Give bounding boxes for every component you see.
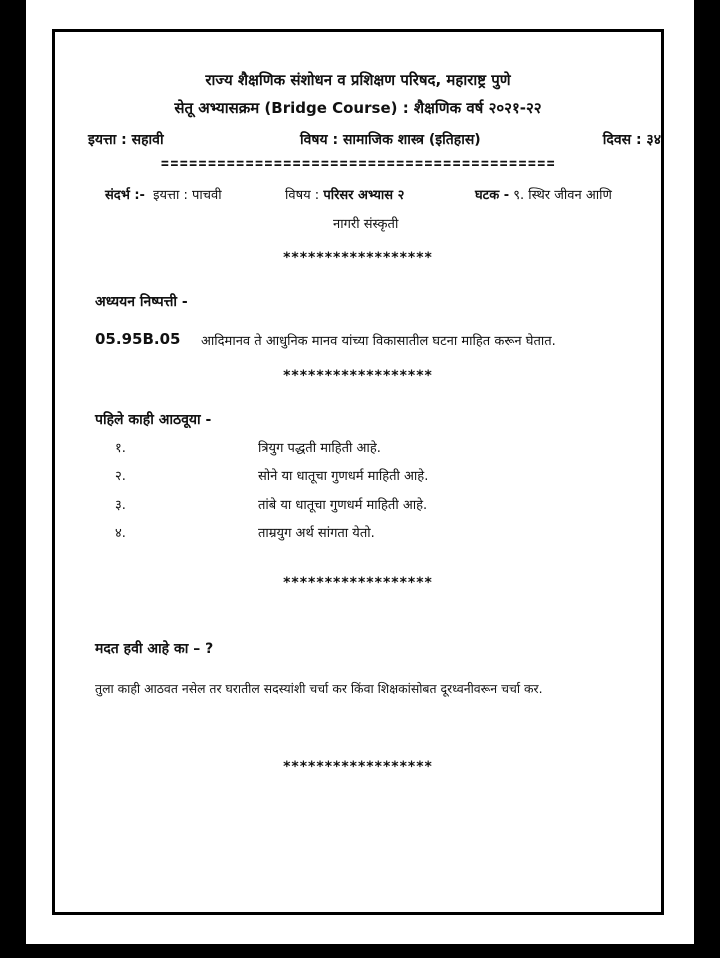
outcome-code: 05.95B.05	[95, 330, 181, 348]
course-title: सेतू अभ्यासक्रम (Bridge Course) : शैक्षणिक वर्ष २०२१-२२	[174, 99, 542, 117]
org-title: राज्य शैक्षणिक संशोधन व प्रशिक्षण परिषद, महाराष्ट्र पुणे	[205, 71, 511, 89]
recall-item-num-1: १.	[115, 441, 126, 456]
stars-divider-2: ******************	[283, 368, 433, 384]
document-frame	[52, 29, 664, 915]
recall-item-num-3: ३.	[115, 498, 126, 513]
reference-unit-label: घटक -	[475, 188, 510, 203]
recall-item-num-4: ४.	[115, 526, 126, 541]
separator: ==========================================	[160, 154, 556, 172]
stars-divider-3: ******************	[283, 575, 433, 591]
recall-item-text-4: ताम्रयुग अर्थ सांगता येतो.	[258, 526, 375, 541]
stars-divider-1: ******************	[283, 250, 433, 266]
recall-item-text-2: सोने या धातूचा गुणधर्म माहिती आहे.	[258, 469, 429, 484]
recall-heading: पहिले काही आठवूया -	[95, 412, 212, 428]
reference-unit-text: ९. स्थिर जीवन आणि	[513, 188, 612, 203]
recall-item-num-2: २.	[115, 469, 126, 484]
subject-label: विषय : सामाजिक शास्त्र (इतिहास)	[300, 132, 481, 148]
stars-divider-4: ******************	[283, 759, 433, 775]
outcome-heading: अध्ययन निष्पत्ती -	[95, 294, 188, 310]
day-label: दिवस : ३४	[602, 132, 661, 148]
recall-item-text-1: त्रियुग पद्धती माहिती आहे.	[258, 441, 381, 456]
reference-unit	[475, 185, 612, 203]
reference-line	[105, 185, 222, 203]
page	[26, 0, 694, 944]
reference-grade: इयत्ता : पाचवी	[153, 188, 222, 203]
outcome-text: आदिमानव ते आधुनिक मानव यांच्या विकासातील घटना माहित करून घेतात.	[201, 334, 556, 349]
reference-label: संदर्भ :-	[105, 188, 145, 203]
reference-unit-cont: नागरी संस्कृती	[333, 217, 399, 232]
reference-subject	[285, 185, 404, 203]
reference-subject-name: परिसर अभ्यास २	[323, 188, 405, 203]
reference-subject-prefix: विषय :	[285, 188, 320, 203]
help-text: तुला काही आठवत नसेल तर घरातील सदस्यांशी चर्चा कर किंवा शिक्षकांसोबत दूरध्वनीवरून चर्चा कर.	[95, 681, 543, 696]
recall-item-text-3: तांबे या धातूचा गुणधर्म माहिती आहे.	[258, 498, 428, 513]
grade-label: इयत्ता : सहावी	[88, 132, 164, 148]
help-heading: मदत हवी आहे का – ?	[95, 641, 214, 657]
